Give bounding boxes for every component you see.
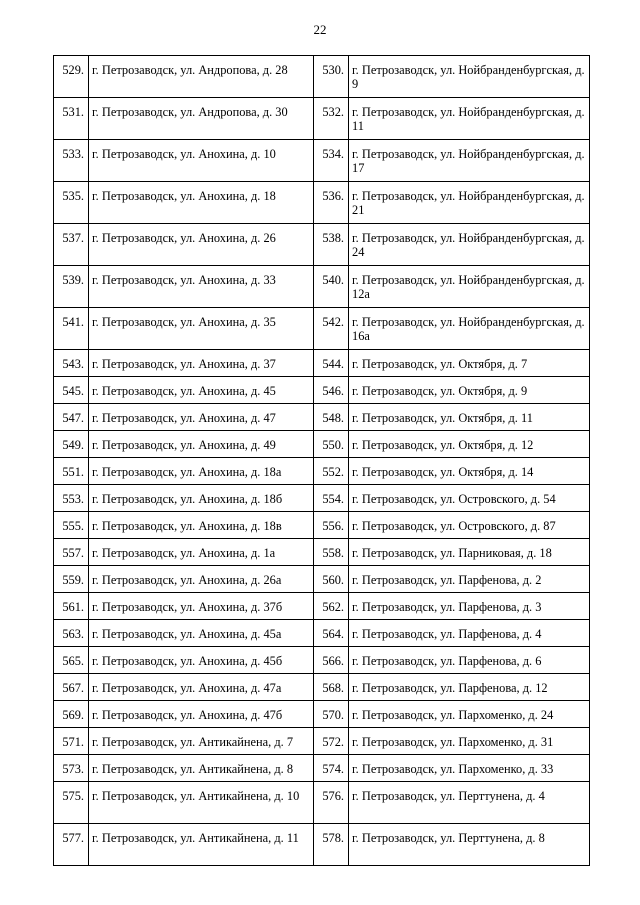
row-number: 548. [314, 404, 349, 431]
row-number: 537. [54, 224, 89, 266]
table-row [54, 674, 590, 701]
row-number: 553. [54, 485, 89, 512]
row-number: 557. [54, 539, 89, 566]
row-number: 558. [314, 539, 349, 566]
address-cell: г. Петрозаводск, ул. Антикайнена, д. 10 [89, 782, 314, 824]
address-cell: г. Петрозаводск, ул. Анохина, д. 18б [89, 485, 314, 512]
table-row [54, 566, 590, 593]
address-cell: г. Петрозаводск, ул. Анохина, д. 47а [89, 674, 314, 701]
page-number: 22 [313, 22, 327, 37]
row-number: 556. [314, 512, 349, 539]
table-row [54, 266, 590, 308]
row-number: 569. [54, 701, 89, 728]
address-cell: г. Петрозаводск, ул. Анохина, д. 10 [89, 140, 314, 182]
row-number: 571. [54, 728, 89, 755]
row-number: 559. [54, 566, 89, 593]
row-number: 575. [54, 782, 89, 824]
address-cell: г. Петрозаводск, ул. Нойбранденбургская, д. 24 [349, 224, 590, 266]
table-row [54, 56, 590, 98]
table-row [54, 458, 590, 485]
row-number: 547. [54, 404, 89, 431]
table-row [54, 431, 590, 458]
row-number: 545. [54, 377, 89, 404]
address-cell: г. Петрозаводск, ул. Анохина, д. 49 [89, 431, 314, 458]
address-cell: г. Петрозаводск, ул. Анохина, д. 26 [89, 224, 314, 266]
row-number: 542. [314, 308, 349, 350]
address-cell: г. Петрозаводск, ул. Октября, д. 9 [349, 377, 590, 404]
address-cell: г. Петрозаводск, ул. Октября, д. 7 [349, 350, 590, 377]
address-cell: г. Петрозаводск, ул. Анохина, д. 45а [89, 620, 314, 647]
row-number: 574. [314, 755, 349, 782]
table-row [54, 308, 590, 350]
address-table-body [54, 56, 590, 866]
row-number: 541. [54, 308, 89, 350]
row-number: 539. [54, 266, 89, 308]
address-cell: г. Петрозаводск, ул. Нойбранденбургская, д. 9 [349, 56, 590, 98]
address-cell: г. Петрозаводск, ул. Нойбранденбургская, д. 12а [349, 266, 590, 308]
row-number: 560. [314, 566, 349, 593]
table-row [54, 782, 590, 824]
row-number: 536. [314, 182, 349, 224]
table-row [54, 539, 590, 566]
table-row [54, 224, 590, 266]
row-number: 549. [54, 431, 89, 458]
address-cell: г. Петрозаводск, ул. Пархоменко, д. 31 [349, 728, 590, 755]
row-number: 572. [314, 728, 349, 755]
address-cell: г. Петрозаводск, ул. Анохина, д. 33 [89, 266, 314, 308]
address-cell: г. Петрозаводск, ул. Нойбранденбургская, д. 17 [349, 140, 590, 182]
address-cell: г. Петрозаводск, ул. Антикайнена, д. 7 [89, 728, 314, 755]
table-row [54, 140, 590, 182]
row-number: 568. [314, 674, 349, 701]
address-cell: г. Петрозаводск, ул. Пархоменко, д. 33 [349, 755, 590, 782]
address-cell: г. Петрозаводск, ул. Парфенова, д. 12 [349, 674, 590, 701]
address-cell: г. Петрозаводск, ул. Анохина, д. 45 [89, 377, 314, 404]
row-number: 563. [54, 620, 89, 647]
table-row [54, 728, 590, 755]
address-cell: г. Петрозаводск, ул. Нойбранденбургская, д. 21 [349, 182, 590, 224]
row-number: 562. [314, 593, 349, 620]
address-cell: г. Петрозаводск, ул. Островского, д. 54 [349, 485, 590, 512]
address-cell: г. Петрозаводск, ул. Анохина, д. 35 [89, 308, 314, 350]
address-cell: г. Петрозаводск, ул. Парниковая, д. 18 [349, 539, 590, 566]
address-cell: г. Петрозаводск, ул. Октября, д. 11 [349, 404, 590, 431]
address-cell: г. Петрозаводск, ул. Парфенова, д. 6 [349, 647, 590, 674]
address-cell: г. Петрозаводск, ул. Антикайнена, д. 11 [89, 824, 314, 866]
address-cell: г. Петрозаводск, ул. Перттунена, д. 8 [349, 824, 590, 866]
row-number: 531. [54, 98, 89, 140]
address-cell: г. Петрозаводск, ул. Октября, д. 12 [349, 431, 590, 458]
address-cell: г. Петрозаводск, ул. Андропова, д. 30 [89, 98, 314, 140]
row-number: 577. [54, 824, 89, 866]
table-row [54, 824, 590, 866]
row-number: 565. [54, 647, 89, 674]
address-cell: г. Петрозаводск, ул. Анохина, д. 1а [89, 539, 314, 566]
row-number: 554. [314, 485, 349, 512]
row-number: 540. [314, 266, 349, 308]
table-row [54, 98, 590, 140]
address-cell: г. Петрозаводск, ул. Анохина, д. 26а [89, 566, 314, 593]
table-row [54, 701, 590, 728]
row-number: 552. [314, 458, 349, 485]
row-number: 534. [314, 140, 349, 182]
address-cell: г. Петрозаводск, ул. Анохина, д. 18а [89, 458, 314, 485]
address-table [53, 55, 590, 866]
table-row [54, 593, 590, 620]
table-row [54, 182, 590, 224]
row-number: 566. [314, 647, 349, 674]
row-number: 530. [314, 56, 349, 98]
row-number: 532. [314, 98, 349, 140]
row-number: 578. [314, 824, 349, 866]
row-number: 543. [54, 350, 89, 377]
row-number: 535. [54, 182, 89, 224]
address-cell: г. Петрозаводск, ул. Островского, д. 87 [349, 512, 590, 539]
table-row [54, 485, 590, 512]
address-cell: г. Петрозаводск, ул. Анохина, д. 47б [89, 701, 314, 728]
address-cell: г. Петрозаводск, ул. Антикайнена, д. 8 [89, 755, 314, 782]
address-cell: г. Петрозаводск, ул. Перттунена, д. 4 [349, 782, 590, 824]
row-number: 533. [54, 140, 89, 182]
address-cell: г. Петрозаводск, ул. Парфенова, д. 4 [349, 620, 590, 647]
row-number: 561. [54, 593, 89, 620]
address-cell: г. Петрозаводск, ул. Анохина, д. 18 [89, 182, 314, 224]
row-number: 544. [314, 350, 349, 377]
row-number: 576. [314, 782, 349, 824]
table-row [54, 647, 590, 674]
row-number: 573. [54, 755, 89, 782]
address-cell: г. Петрозаводск, ул. Нойбранденбургская, д. 11 [349, 98, 590, 140]
address-cell: г. Петрозаводск, ул. Парфенова, д. 3 [349, 593, 590, 620]
table-row [54, 620, 590, 647]
address-cell: г. Петрозаводск, ул. Парфенова, д. 2 [349, 566, 590, 593]
address-cell: г. Петрозаводск, ул. Анохина, д. 37б [89, 593, 314, 620]
row-number: 567. [54, 674, 89, 701]
row-number: 529. [54, 56, 89, 98]
row-number: 564. [314, 620, 349, 647]
address-cell: г. Петрозаводск, ул. Анохина, д. 45б [89, 647, 314, 674]
row-number: 570. [314, 701, 349, 728]
address-cell: г. Петрозаводск, ул. Нойбранденбургская, д. 16а [349, 308, 590, 350]
table-row [54, 404, 590, 431]
address-cell: г. Петрозаводск, ул. Анохина, д. 47 [89, 404, 314, 431]
row-number: 546. [314, 377, 349, 404]
row-number: 550. [314, 431, 349, 458]
address-cell: г. Петрозаводск, ул. Андропова, д. 28 [89, 56, 314, 98]
row-number: 551. [54, 458, 89, 485]
row-number: 538. [314, 224, 349, 266]
address-cell: г. Петрозаводск, ул. Анохина, д. 18в [89, 512, 314, 539]
table-row [54, 755, 590, 782]
table-row [54, 512, 590, 539]
table-row [54, 350, 590, 377]
address-cell: г. Петрозаводск, ул. Анохина, д. 37 [89, 350, 314, 377]
address-cell: г. Петрозаводск, ул. Пархоменко, д. 24 [349, 701, 590, 728]
address-cell: г. Петрозаводск, ул. Октября, д. 14 [349, 458, 590, 485]
row-number: 555. [54, 512, 89, 539]
table-row [54, 377, 590, 404]
